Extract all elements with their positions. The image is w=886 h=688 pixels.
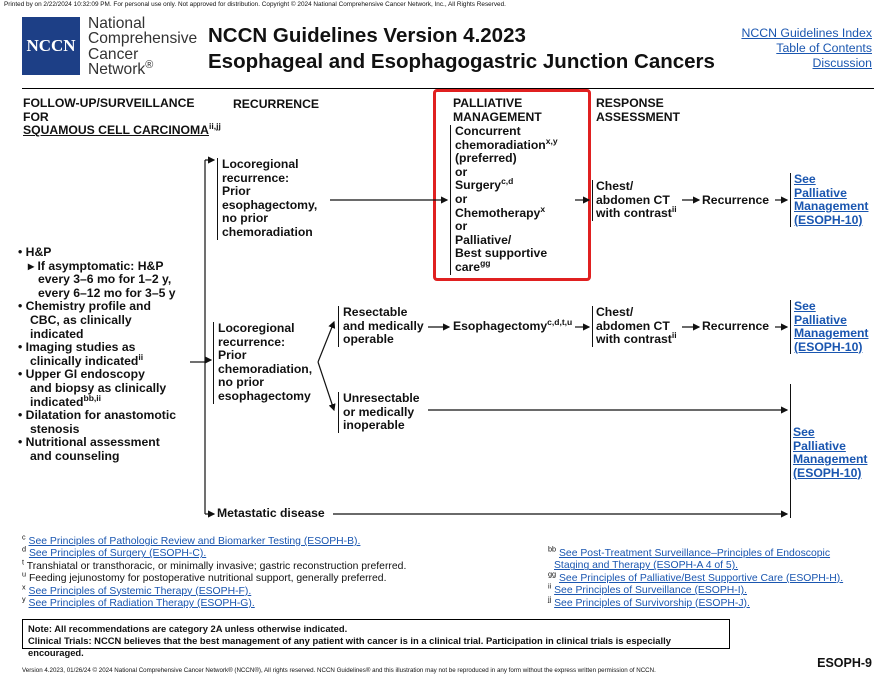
discussion-link[interactable]: Discussion: [812, 56, 872, 70]
footnote-jj[interactable]: $^{jj}$ See Principles of Survivorship (ESOPH-J).: [548, 594, 750, 609]
see-palliative-link-3[interactable]: See Palliative Management (ESOPH-10): [793, 425, 868, 480]
footnote-x[interactable]: $^x$ See Principles of Systemic Therapy (ESOPH-F).: [22, 582, 252, 597]
footnotes-left: [22, 532, 407, 610]
node-esophagectomy: Esophagectomy$^{c,d,t,u}$: [453, 316, 573, 333]
footnote-c[interactable]: $^c$ See Principles of Pathologic Review and Biomarker Testing (ESOPH-B).: [22, 532, 361, 547]
footnote-u: $^u$ Feeding jejunostomy for postoperative nutritional support, generally preferred.: [22, 569, 387, 585]
node-recurrence-prior-chemoradiation: Locoregional recurrence: Prior chemoradiation, no prior esophagectomy: [213, 322, 322, 404]
followup-column-header: FOLLOW-UP/SURVEILLANCE FOR SQUAMOUS CELL $CARCINOMA^{ii,jj}$: [23, 96, 221, 138]
footnote-y[interactable]: $^y$ See Principles of Radiation Therapy (ESOPH-G).: [22, 594, 255, 610]
followup-list: • H&P ▸ If asymptomatic: H&P every 3–6 mo for 1–2 y, every 6–12 mo for 3–5 y • Chemistry profile and CBC, as clinically indicated • Imaging studies as clinically indicated$^{ii}$ • Upper GI endoscopy and biopsy as clinically indicated$^{bb,ii}$ • Dilatation for anastomotic stenosis • Nutritional assessment and counseling: [18, 245, 176, 463]
nccn-logo-text: National Comprehensive Cancer Network®: [88, 15, 198, 79]
response-column-header: RESPONSE ASSESSMENT: [596, 96, 680, 124]
footnote-gg[interactable]: $^{gg}$ See Principles of Palliative/Best Supportive Care (ESOPH-H).: [548, 569, 844, 584]
note-box: Note: All recommendations are category 2A unless otherwise indicated. Clinical Trials: NCCN believes that the best management of any patient with cancer is in a clinical trial. Participation in clinical trials is especially encouraged.: [22, 619, 730, 649]
table-of-contents-link[interactable]: Table of Contents: [776, 41, 872, 55]
node-palliative-options: Concurrent chemoradiation$^{x,y}$ (preferred) or Surgery$^{c,d}$ or Chemotherapy$^x$ or Palliative/ Best supportive care$^{gg}$: [450, 125, 579, 275]
node-recurrence-prior-esophagectomy: Locoregional recurrence: Prior esophagectomy, no prior chemoradiation: [217, 158, 334, 240]
copyright-footer: Version 4.2023, 01/26/24 © 2024 National Comprehensive Cancer Network® (NCCN®), All rights reserved. NCCN Guidelines® and this illustration may not be reproduced in any form without the express written permission of NCCN.: [22, 667, 656, 674]
node-recurrence-top: Recurrence: [702, 193, 770, 207]
node-chest-ct-mid: Chest/ abdomen CT with contrast$^{ii}$: [592, 306, 677, 347]
guideline-version-title: NCCN Guidelines Version 4.2023: [208, 24, 526, 47]
footnote-bb[interactable]: $^{bb}$ See Post-Treatment Surveillance–Principles of Endoscopic: [548, 544, 831, 559]
palliative-column-header: PALLIATIVE MANAGEMENT: [453, 96, 542, 124]
footnote-d[interactable]: $^d$ See Principles of Surgery (ESOPH-C).: [22, 544, 207, 560]
footnote-t: $^t$ Transhiatal or transthoracic, or minimally invasive; gastric reconstruction preferred.: [22, 557, 407, 572]
footnotes-right: [548, 544, 844, 610]
node-recurrence-mid: Recurrence: [702, 319, 770, 333]
footnote-bb-cont[interactable]: Staging and Therapy (ESOPH-A 4 of 5).: [554, 560, 739, 572]
guidelines-index-link[interactable]: NCCN Guidelines Index: [741, 26, 872, 40]
page-code: ESOPH-9: [817, 656, 872, 670]
see-palliative-link-1[interactable]: See Palliative Management (ESOPH-10): [790, 173, 869, 227]
node-resectable: Resectable and medically operable: [338, 306, 424, 347]
node-unresectable: Unresectable or medically inoperable: [338, 392, 420, 433]
recurrence-column-header: RECURRENCE: [233, 97, 319, 111]
footnote-ii[interactable]: $^{ii}$ See Principles of Surveillance (ESOPH-I).: [548, 581, 748, 597]
print-notice: Printed by on 2/22/2024 10:32:09 PM. For personal use only. Not approved for distribution. Copyright © 2024 National Comprehensive Cancer Network, Inc., All Rights Reserved.: [4, 1, 506, 8]
node-metastatic-disease: Metastatic disease: [217, 506, 325, 520]
see-palliative-link-2[interactable]: See Palliative Management (ESOPH-10): [790, 300, 869, 354]
guideline-topic-title: Esophageal and Esophagogastric Junction Cancers: [208, 50, 715, 73]
nccn-logo-mark: NCCN: [22, 17, 80, 75]
node-chest-ct-top: Chest/ abdomen CT with contrast$^{ii}$: [592, 180, 677, 221]
